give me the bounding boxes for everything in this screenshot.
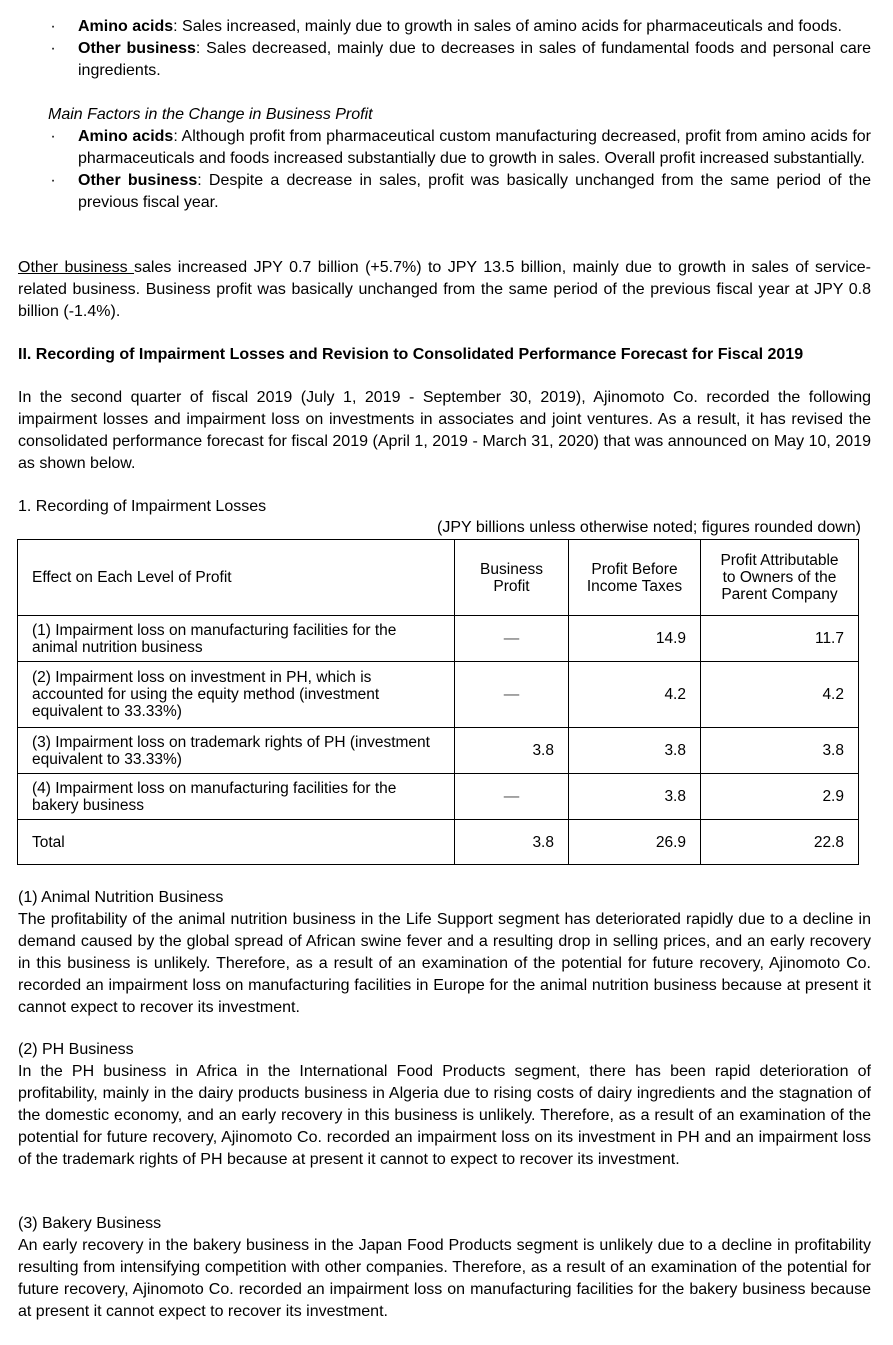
profit-attributable-cell: 2.9 bbox=[701, 774, 859, 820]
row-label: (4) Impairment loss on manufacturing facilities for the bakery business bbox=[18, 774, 455, 820]
business-profit-cell: 3.8 bbox=[455, 728, 569, 774]
row-label: (3) Impairment loss on trademark rights of PH (investment equivalent to 33.33%) bbox=[18, 728, 455, 774]
bullet-text: : Sales increased, mainly due to growth in sales of amino acids for pharmaceuticals and foods. bbox=[173, 18, 842, 35]
profit-factors-heading: Main Factors in the Change in Business Profit bbox=[48, 106, 373, 123]
business-profit-cell: — bbox=[455, 616, 569, 662]
profit-attributable-cell: 4.2 bbox=[701, 662, 859, 728]
bullet-term: Amino acids bbox=[78, 18, 174, 35]
profit-before-taxes-cell: 4.2 bbox=[569, 662, 701, 728]
column-header: Profit Before Income Taxes bbox=[569, 540, 701, 616]
section-heading: II. Recording of Impairment Losses and Revision to Consolidated Performance Forecast for Fiscal 2019 bbox=[18, 346, 804, 363]
animal-nutrition-paragraph: The profitability of the animal nutrition business in the Life Support segment has deteriorated rapidly due to a decline in demand caused by the global spread of African swine fever and a resulting drop in selling prices, and an early recovery in this business is unlikely. Therefore, as a result of an examination of the potential for future recovery, Ajinomoto Co. recorded an impairment loss on manufacturing facilities in Europe for the animal nutrition business because at present it cannot expect to recover its investment. bbox=[18, 911, 871, 1016]
subsection-title: 1. Recording of Impairment Losses bbox=[18, 498, 267, 515]
business-profit-cell: 3.8 bbox=[455, 820, 569, 865]
row-label: (2) Impairment loss on investment in PH, which is accounted for using the equity method (investment equivalent to 33.33%) bbox=[18, 662, 455, 728]
bullet-glyph: · bbox=[50, 18, 56, 35]
bullet-text: : Despite a decrease in sales, profit was basically unchanged from the same period of the previous fiscal year. bbox=[78, 172, 872, 211]
bullet-term: Amino acids bbox=[78, 128, 174, 145]
business-profit-cell: — bbox=[455, 662, 569, 728]
table-row bbox=[18, 774, 859, 820]
bullet-glyph: · bbox=[50, 128, 56, 145]
profit-attributable-cell: 3.8 bbox=[701, 728, 859, 774]
bakery-business-title: (3) Bakery Business bbox=[18, 1215, 162, 1232]
profit-before-taxes-cell: 14.9 bbox=[569, 616, 701, 662]
bakery-business-paragraph: An early recovery in the bakery business in the Japan Food Products segment is unlikely due to a decline in profitability resulting from intensifying competition with other companies. Therefore, as a result of an examination of the potential for future recovery, Ajinomoto Co. recorded an impairment loss on manufacturing facilities for the bakery business because at present it cannot expect to recover its investment. bbox=[18, 1237, 871, 1320]
impairment-table bbox=[17, 539, 859, 865]
bullet-term: Other business bbox=[78, 40, 196, 57]
table-total-row bbox=[18, 820, 859, 865]
profit-before-taxes-cell: 3.8 bbox=[569, 728, 701, 774]
bullet-glyph: · bbox=[50, 172, 56, 189]
table-note: (JPY billions unless otherwise noted; figures rounded down) bbox=[437, 519, 861, 536]
bullet-text: : Sales decreased, mainly due to decreases in sales of fundamental foods and personal care ingredients. bbox=[78, 40, 871, 79]
list-item bbox=[48, 38, 871, 82]
row-label: Total bbox=[18, 820, 455, 865]
animal-nutrition-title: (1) Animal Nutrition Business bbox=[18, 889, 224, 906]
profit-factors-list bbox=[48, 126, 871, 214]
row-label: (1) Impairment loss on manufacturing facilities for the animal nutrition business bbox=[18, 616, 455, 662]
list-item bbox=[48, 16, 871, 38]
table-row bbox=[18, 728, 859, 774]
business-profit-cell: — bbox=[455, 774, 569, 820]
table-row bbox=[18, 662, 859, 728]
table-header-row bbox=[18, 540, 859, 616]
ph-business-paragraph: In the PH business in Africa in the International Food Products segment, there has been rapid deterioration of profitability, mainly in the dairy products business in Algeria due to rising costs of dairy ingredients and the stagnation of the domestic economy, and an early recovery in this business is unlikely. Therefore, as a result of an examination of the potential for future recovery, Ajinomoto Co. recorded an impairment loss on its investment in PH and an impairment loss of the trademark rights of PH because at present it cannot to expect to recover its investment. bbox=[18, 1063, 871, 1168]
profit-attributable-cell: 22.8 bbox=[701, 820, 859, 865]
column-header: Profit Attributable to Owners of the Parent Company bbox=[701, 540, 859, 616]
column-header: Business Profit bbox=[455, 540, 569, 616]
list-item bbox=[48, 126, 871, 170]
bullet-text: : Although profit from pharmaceutical custom manufacturing decreased, profit from amino acids for pharmaceuticals and foods increased substantially due to growth in sales. Overall profit increased substantially. bbox=[78, 128, 872, 167]
profit-before-taxes-cell: 26.9 bbox=[569, 820, 701, 865]
intro-paragraph: In the second quarter of fiscal 2019 (July 1, 2019 - September 30, 2019), Ajinomoto Co. recorded the following impairment losses and impairment loss on investments in associates and joint ventures. As a result, it has revised the consolidated performance forecast for fiscal 2019 (April 1, 2019 - March 31, 2020) that was announced on May 10, 2019 as shown below. bbox=[18, 389, 871, 472]
profit-attributable-cell: 11.7 bbox=[701, 616, 859, 662]
bullet-glyph: · bbox=[50, 40, 56, 57]
column-header: Effect on Each Level of Profit bbox=[18, 540, 455, 616]
other-business-paragraph bbox=[18, 257, 871, 323]
profit-before-taxes-cell: 3.8 bbox=[569, 774, 701, 820]
list-item bbox=[48, 170, 871, 214]
ph-business-title: (2) PH Business bbox=[18, 1041, 134, 1058]
sales-factors-list bbox=[48, 16, 871, 82]
bullet-term: Other business bbox=[78, 172, 198, 189]
other-business-text: sales increased JPY 0.7 billion (+5.7%) to JPY 13.5 billion, mainly due to growth in sales of service-related business. Business profit was basically unchanged from the same period of the previous fiscal year at JPY 0.8 billion (-1.4%). bbox=[18, 259, 871, 320]
table-row bbox=[18, 616, 859, 662]
other-business-link-text: Other business bbox=[18, 259, 135, 276]
